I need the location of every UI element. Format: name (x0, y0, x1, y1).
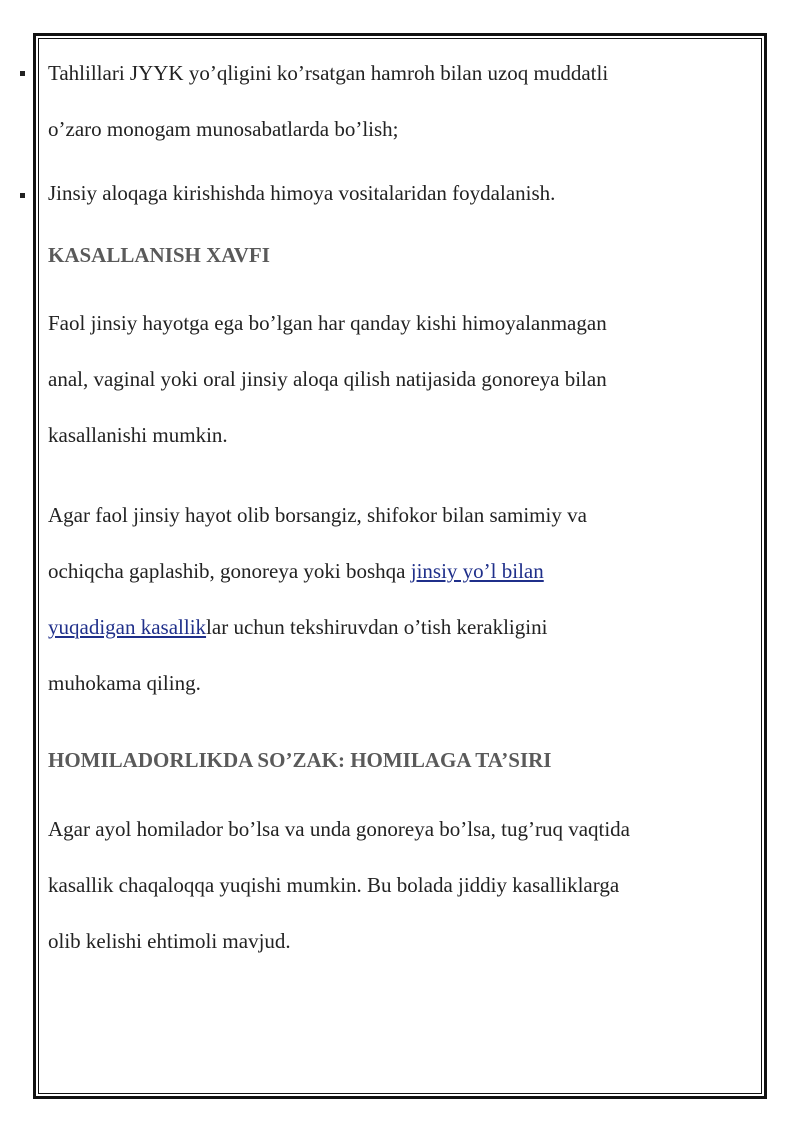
bullet-2-line-1: Jinsiy aloqaga kirishishda himoya vositalaridan foydalanish. (48, 181, 556, 205)
std-link-part-1[interactable]: jinsiy yo’l bilan (410, 559, 544, 583)
section-heading-pregnancy: HOMILADORLIKDA SO’ZAK: HOMILAGA TA’SIRI (48, 748, 552, 772)
std-link-part-2[interactable]: yuqadigan kasallik (48, 615, 207, 639)
risk-paragraph-2-line-4: muhokama qiling. (48, 671, 201, 695)
pregnancy-paragraph-line-2: kasallik chaqaloqqa yuqishi mumkin. Bu bolada jiddiy kasalliklarga (48, 873, 620, 897)
section-heading-risk: KASALLANISH XAVFI (48, 243, 270, 267)
pregnancy-paragraph-line-3: olib kelishi ehtimoli mavjud. (48, 929, 291, 953)
risk-paragraph-1-line-3: kasallanishi mumkin. (48, 423, 228, 447)
bullet-1-line-1: Tahlillari JYYK yo’qligini ko’rsatgan hamroh bilan uzoq muddatli (48, 61, 609, 85)
risk-paragraph-1-line-1: Faol jinsiy hayotga ega bo’lgan har qanday kishi himoyalanmagan (48, 311, 607, 335)
risk-paragraph-2-line-2 (48, 559, 544, 583)
risk-paragraph-2-line-3-text: lar uchun tekshiruvdan o’tish kerakligini (206, 615, 548, 639)
bullet-marker-1 (20, 71, 25, 76)
risk-paragraph-2-line-3 (48, 615, 547, 639)
bullet-marker-2 (20, 193, 25, 198)
pregnancy-paragraph-line-1: Agar ayol homilador bo’lsa va unda gonoreya bo’lsa, tug’ruq vaqtida (48, 817, 631, 841)
risk-paragraph-2-line-1: Agar faol jinsiy hayot olib borsangiz, shifokor bilan samimiy va (48, 503, 587, 527)
bullet-1-line-2: o’zaro monogam munosabatlarda bo’lish; (48, 117, 399, 141)
risk-paragraph-2-line-2-text: ochiqcha gaplashib, gonoreya yoki boshqa (48, 559, 411, 583)
risk-paragraph-1-line-2: anal, vaginal yoki oral jinsiy aloqa qilish natijasida gonoreya bilan (48, 367, 607, 391)
